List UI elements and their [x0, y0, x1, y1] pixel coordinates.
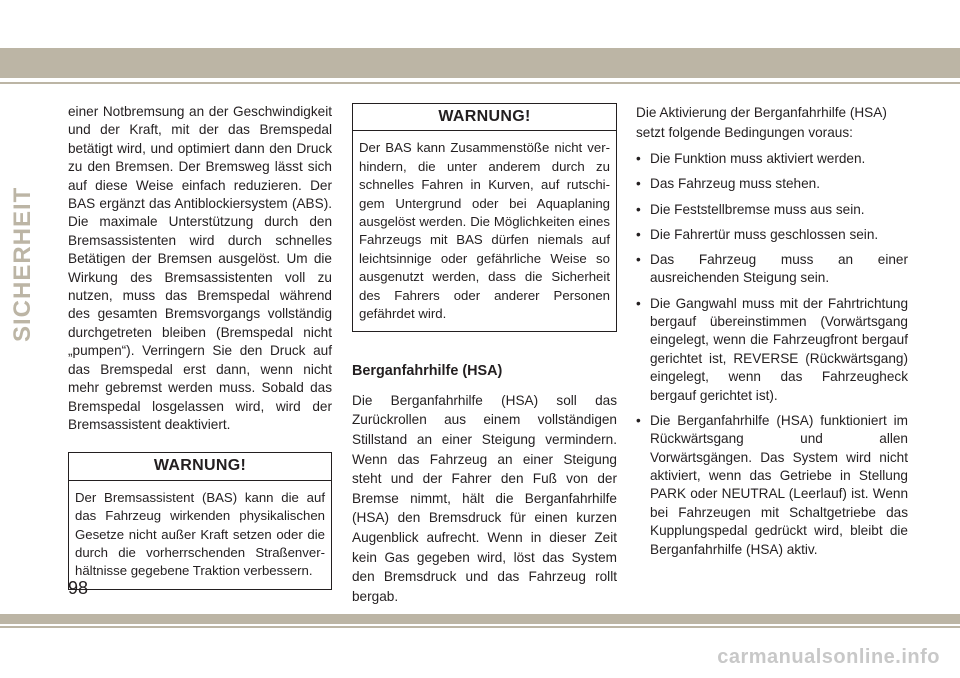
list-item: • Das Fahrzeug muss an einer ausreichenden Steigung sein. — [636, 251, 908, 288]
warning-title: WARNUNG! — [353, 104, 616, 131]
top-band-line — [0, 82, 960, 84]
list-item: • Die Gangwahl muss mit der Fahrtrichtung bergauf übereinstimmen (Vorwärtsgang eingelegt, wenn die Fahrzeugfront bergauf gerichtet ist, REVERSE (Rückwärtsgang) eingelegt, wenn das Fahrzeugheck bergauf gerichtet ist). — [636, 295, 908, 405]
column-right — [636, 103, 908, 566]
warning-title: WARNUNG! — [69, 453, 331, 480]
list-item: • Die Funktion muss aktiviert werden. — [636, 150, 908, 168]
list-item: • Die Fahrertür muss geschlossen sein. — [636, 226, 908, 244]
top-band — [0, 48, 960, 78]
watermark: carmanualsonline.info — [717, 646, 940, 668]
warning-text: Der BAS kann Zusammenstöße nicht verhindern, die unter anderem durch zu schnelles Fahren in Kurven, auf rutschigem Untergrund oder bei Aquaplaning ausgelöst werden. Die Möglichkeiten eines Fahrzeugs mit BAS dürfen niemals auf leichtsinnige oder gefährliche Weise so ausgenutzt werden, dass die Sicherheit des Fahrers oder anderer Personen gefährdet wird. — [359, 140, 610, 322]
list-item: • Die Berganfahrhilfe (HSA) funktioniert im Rückwärtsgang und allen Vorwärtsgängen. Das System wird nicht aktiviert, wenn das Getriebe in Stellung PARK oder NEUTRAL (Leerlauf) ist. Wenn bei Fahrzeugen mit Schaltgetriebe das Kupplungspedal gedrückt wird, bleibt die Berganfahrhilfe (HSA) aktiv. — [636, 412, 908, 559]
column-left — [68, 103, 332, 590]
warning-text: Der Bremsassistent (BAS) kann die auf das Fahrzeug wirkenden physikalischen Gesetze nicht außer Kraft setzen oder die durch die vorherrschenden Straßenverhältnisse gegebene Traktion verbessern. — [75, 489, 325, 579]
hsa-conditions-list — [636, 150, 908, 559]
bottom-band-line — [0, 626, 960, 628]
bottom-band — [0, 614, 960, 624]
section-heading-hsa: Berganfahrhilfe (HSA) — [352, 363, 503, 380]
hsa-conditions-intro: Die Aktivierung der Berganfahrhilfe (HSA) setzt folgende Bedingungen voraus: — [636, 105, 887, 140]
list-item: • Das Fahrzeug muss stehen. — [636, 175, 908, 193]
section-tab-label: SICHERHEIT — [9, 186, 36, 342]
warning-box-bas-collision — [352, 103, 617, 332]
hsa-paragraph: Die Berganfahrhilfe (HSA) soll das Zurückrollen aus einem vollständigen Stillstand an einer Steigung vermindern. Wenn das Fahrzeug an einer Steigung steht und der Fahrer den Fuß von der Bremse nimmt, hält die Berganfahrhilfe (HSA) den Bremsdruck für einen kurzen Augenblick aufrecht. Wenn in dieser Zeit kein Gas gegeben wird, löst das System den Bremsdruck und das Fahrzeug rollt bergab. — [352, 392, 617, 604]
bas-paragraph: einer Notbremsung an der Geschwindigkeit und der Kraft, mit der das Bremspedal betätigt wird, und optimiert dann den Druck zu den Bremsen. Der Bremsweg lässt sich auf diese Weise einfach reduzieren. Der BAS ergänzt das Antiblockiersystem (ABS). Die maximale Unterstützung durch den Bremsassistenten wird durch schnelles Betätigen der Bremsen ausgelöst. Um die Wirkung des Bremsassistenten voll zu nutzen, muss das Bremspedal während des gesamten Bremsvorgangs vollständig durchgetreten bleiben (Bremspedal nicht „pumpen“). Verringern Sie den Druck auf das Bremspedal erst dann, wenn nicht mehr gebremst werden muss. Sobald das Bremspedal losgelassen wird, wird der Bremsassistent deaktiviert. — [68, 104, 332, 432]
warning-box-bas — [68, 452, 332, 589]
list-item: • Die Feststellbremse muss aus sein. — [636, 201, 908, 219]
page-number: 98 — [68, 578, 89, 598]
column-middle — [352, 103, 617, 606]
